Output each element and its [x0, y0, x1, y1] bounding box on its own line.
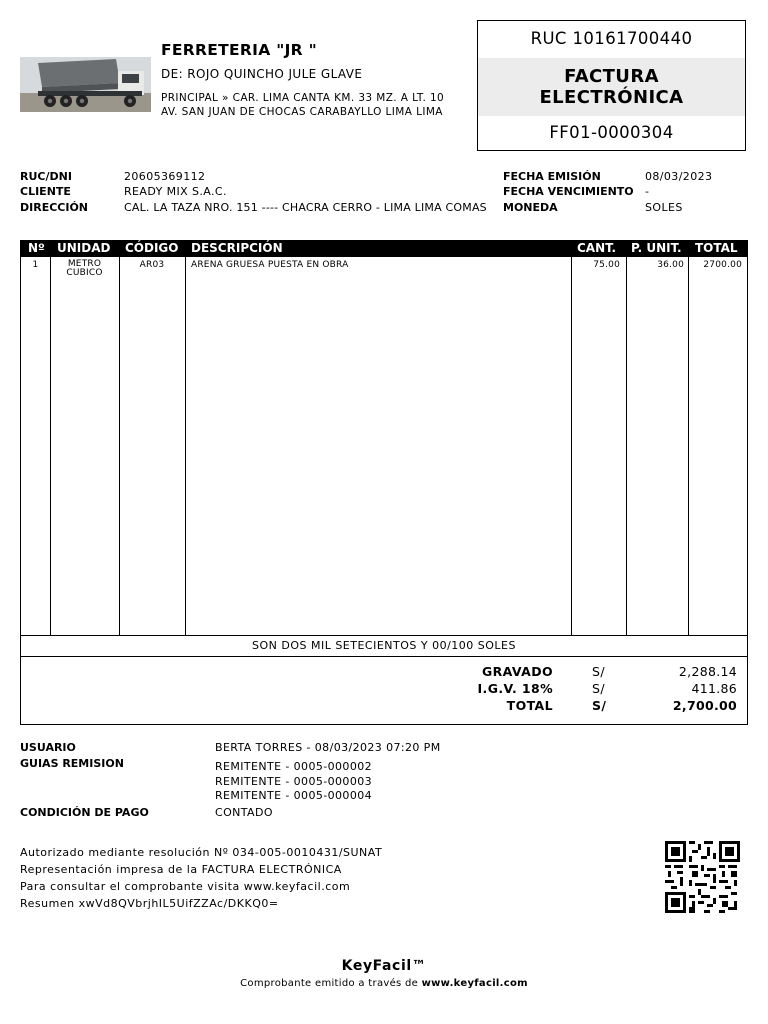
total-label: TOTAL — [506, 698, 553, 713]
totals-box — [20, 657, 748, 725]
issuer-address-line2: AV. SAN JUAN DE CHOCAS CARABAYLLO LIMA LIMA — [161, 106, 443, 118]
legal-line: Representación impresa de la FACTURA ELECTRÓNICA — [20, 863, 342, 876]
col-header-unit-price: P. UNIT. — [631, 241, 682, 255]
total-currency: S/ — [592, 698, 607, 713]
row-code: AR03 — [139, 260, 165, 270]
gravado-value: 2,288.14 — [678, 664, 737, 679]
row-qty: 75.00 — [593, 260, 620, 270]
row-description: ARENA GRUESA PUESTA EN OBRA — [191, 260, 349, 270]
legal-notice — [20, 844, 382, 912]
guide-item: REMITENTE - 0005-000003 — [215, 774, 373, 788]
col-header-qty: CANT. — [577, 241, 617, 255]
issuer-ruc: RUC 10161700440 — [530, 29, 693, 48]
document-number: FF01-0000304 — [549, 123, 674, 142]
row-unit-price: 36.00 — [657, 260, 684, 270]
issuer-address-line1: PRINCIPAL » CAR. LIMA CANTA KM. 33 MZ. A LT. 10 — [161, 92, 445, 104]
emitted-prefix: Comprobante emitido a través de — [240, 978, 422, 989]
legal-line: Resumen xwVd8QVbrjhIL5UifZZAc/DKKQ0= — [20, 897, 279, 910]
guide-item: REMITENTE - 0005-000002 — [215, 760, 373, 773]
payment-value: CONTADO — [215, 806, 273, 819]
items-table-body — [20, 257, 748, 657]
ruc-dni-value: 20605369112 — [124, 170, 206, 183]
row-unit-line1: METRO — [67, 259, 102, 269]
legal-line: Para consultar el comprobante visita www.keyfacil.com — [20, 880, 351, 893]
igv-currency: S/ — [592, 681, 605, 696]
igv-label: I.G.V. 18% — [477, 681, 553, 696]
col-header-description: DESCRIPCIÓN — [191, 241, 283, 255]
legal-line: Autorizado mediante resolución Nº 034-005-0010431/SUNAT — [20, 846, 383, 859]
row-unit-line2: CUBICO — [66, 268, 103, 278]
col-divider — [626, 257, 627, 635]
guide-item: REMITENTE - 0005-000004 — [215, 789, 373, 802]
col-header-unit: UNIDAD — [57, 241, 111, 255]
row-no: 1 — [32, 260, 39, 270]
total-value: 2,700.00 — [672, 698, 737, 713]
issuer-owner: DE: ROJO QUINCHO JULE GLAVE — [161, 67, 363, 81]
row-unit — [50, 260, 119, 278]
col-divider — [119, 257, 120, 635]
user-label: USUARIO — [20, 741, 76, 754]
truck-logo-image — [20, 57, 151, 112]
col-divider — [50, 257, 51, 635]
client-value: READY MIX S.A.C. — [124, 185, 227, 198]
qr-code-icon — [665, 841, 740, 913]
gravado-label: GRAVADO — [481, 664, 553, 679]
client-label: CLIENTE — [20, 185, 71, 198]
issuer-name: FERRETERIA "JR " — [161, 41, 317, 59]
guides-label: GUIAS REMISION — [20, 757, 124, 770]
row-total: 2700.00 — [703, 260, 742, 270]
col-divider — [688, 257, 689, 635]
currency-label: MONEDA — [503, 201, 558, 214]
address-label: DIRECCIÓN — [20, 201, 89, 214]
gravado-currency: S/ — [592, 664, 605, 679]
issue-date-label: FECHA EMISIÓN — [503, 170, 601, 183]
emitted-site-link[interactable]: www.keyfacil.com — [421, 978, 528, 989]
document-type-line2: ELECTRÓNICA — [539, 87, 684, 108]
brand-name: KeyFacil™ — [341, 958, 427, 974]
issuer-address — [161, 91, 444, 119]
ruc-dni-label: RUC/DNI — [20, 170, 72, 183]
issue-date-value: 08/03/2023 — [645, 170, 713, 183]
col-header-total: TOTAL — [695, 241, 738, 255]
user-value: BERTA TORRES - 08/03/2023 07:20 PM — [215, 741, 441, 754]
col-header-code: CÓDIGO — [125, 241, 179, 255]
due-date-label: FECHA VENCIMIENTO — [503, 185, 634, 198]
col-divider — [571, 257, 572, 635]
amount-in-words: SON DOS MIL SETECIENTOS Y 00/100 SOLES — [21, 635, 747, 656]
document-type-line1: FACTURA — [564, 66, 659, 87]
due-date-value: - — [645, 185, 650, 198]
items-table-header — [20, 240, 748, 257]
igv-value: 411.86 — [691, 681, 737, 696]
payment-label: CONDICIÓN DE PAGO — [20, 806, 149, 819]
document-type — [478, 66, 745, 108]
col-header-no: Nº — [28, 241, 45, 255]
col-divider — [185, 257, 186, 635]
document-id-box — [477, 20, 746, 151]
emitted-via — [0, 978, 768, 989]
guides-list — [215, 760, 372, 804]
currency-value: SOLES — [645, 201, 683, 214]
address-value: CAL. LA TAZA NRO. 151 ---- CHACRA CERRO - LIMA LIMA COMAS — [124, 201, 487, 214]
